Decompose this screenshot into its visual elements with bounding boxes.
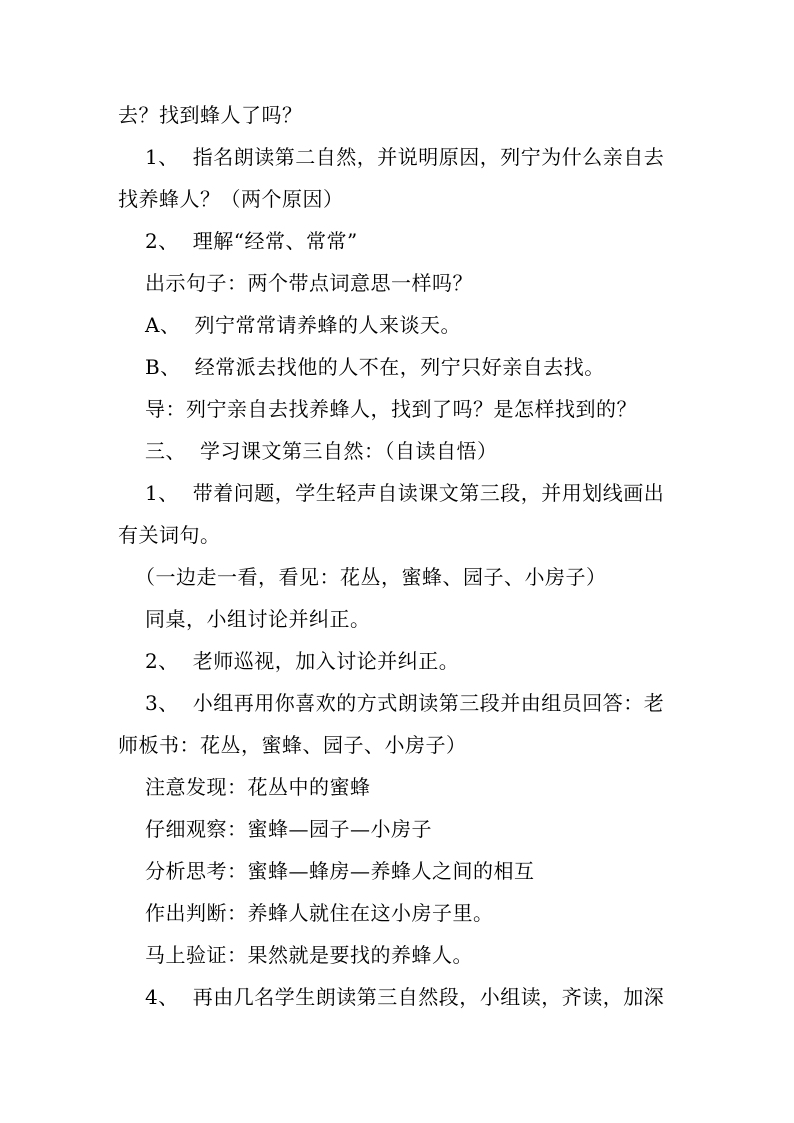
list-text: 理解“经常、常常” bbox=[192, 229, 358, 253]
text-line-11: 有关词句。 bbox=[118, 523, 221, 547]
text-line-18: 仔细观察：蜜蜂—园子—小房子 bbox=[145, 817, 432, 841]
text-line-22 bbox=[145, 983, 664, 1011]
list-marker: 3、 bbox=[145, 691, 179, 715]
text-line-13: 同桌，小组讨论并纠正。 bbox=[145, 607, 371, 631]
list-marker: A、 bbox=[145, 313, 181, 337]
section-title: 学习课文第三自然：（自读自悟） bbox=[200, 439, 498, 463]
text-line-4 bbox=[145, 227, 358, 255]
text-line-7 bbox=[145, 353, 605, 381]
text-line-15 bbox=[145, 689, 664, 717]
text-line-17: 注意发现：花丛中的蜜蜂 bbox=[145, 775, 371, 799]
text-line-1: 去？找到蜂人了吗？ bbox=[118, 103, 303, 127]
section-marker: 三、 bbox=[145, 439, 186, 463]
list-text: 带着问题，学生轻声自读课文第三段，并用划线画出 bbox=[192, 481, 665, 505]
list-text: 小组再用你喜欢的方式朗读第三段并由组员回答：老 bbox=[192, 691, 665, 715]
list-marker: 4、 bbox=[145, 985, 179, 1009]
text-line-6 bbox=[145, 311, 461, 339]
list-text: 列宁常常请养蜂的人来谈天。 bbox=[194, 313, 461, 337]
list-text: 老师巡视，加入讨论并纠正。 bbox=[192, 649, 460, 673]
text-line-12: （一边走一看，看见：花丛，蜜蜂、园子、小房子） bbox=[135, 565, 607, 589]
list-text: 指名朗读第二自然，并说明原因，列宁为什么亲自去 bbox=[192, 145, 665, 169]
text-line-20: 作出判断：养蜂人就住在这小房子里。 bbox=[145, 901, 494, 925]
text-line-14 bbox=[145, 647, 459, 675]
list-marker: 1、 bbox=[145, 145, 179, 169]
list-text: 再由几名学生朗读第三自然段，小组读，齐读，加深 bbox=[192, 985, 665, 1009]
text-line-5: 出示句子：两个带点词意思一样吗？ bbox=[145, 271, 473, 295]
text-line-2 bbox=[145, 143, 664, 171]
text-line-10 bbox=[145, 479, 664, 507]
text-line-9 bbox=[145, 437, 498, 465]
text-line-21: 马上验证：果然就是要找的养蜂人。 bbox=[145, 943, 473, 967]
text-line-3: 找养蜂人？（两个原因） bbox=[118, 187, 344, 211]
text-line-16: 师板书：花丛，蜜蜂、园子、小房子） bbox=[118, 733, 467, 757]
text-line-19: 分析思考：蜜蜂—蜂房—养蜂人之间的相互 bbox=[145, 859, 535, 883]
text-line-8: 导：列宁亲自去找养蜂人，找到了吗？是怎样找到的？ bbox=[145, 397, 637, 421]
list-marker: 1、 bbox=[145, 481, 179, 505]
list-marker: 2、 bbox=[145, 229, 179, 253]
list-text: 经常派去找他的人不在，列宁只好亲自去找。 bbox=[194, 355, 605, 379]
list-marker: B、 bbox=[145, 355, 181, 379]
list-marker: 2、 bbox=[145, 649, 179, 673]
